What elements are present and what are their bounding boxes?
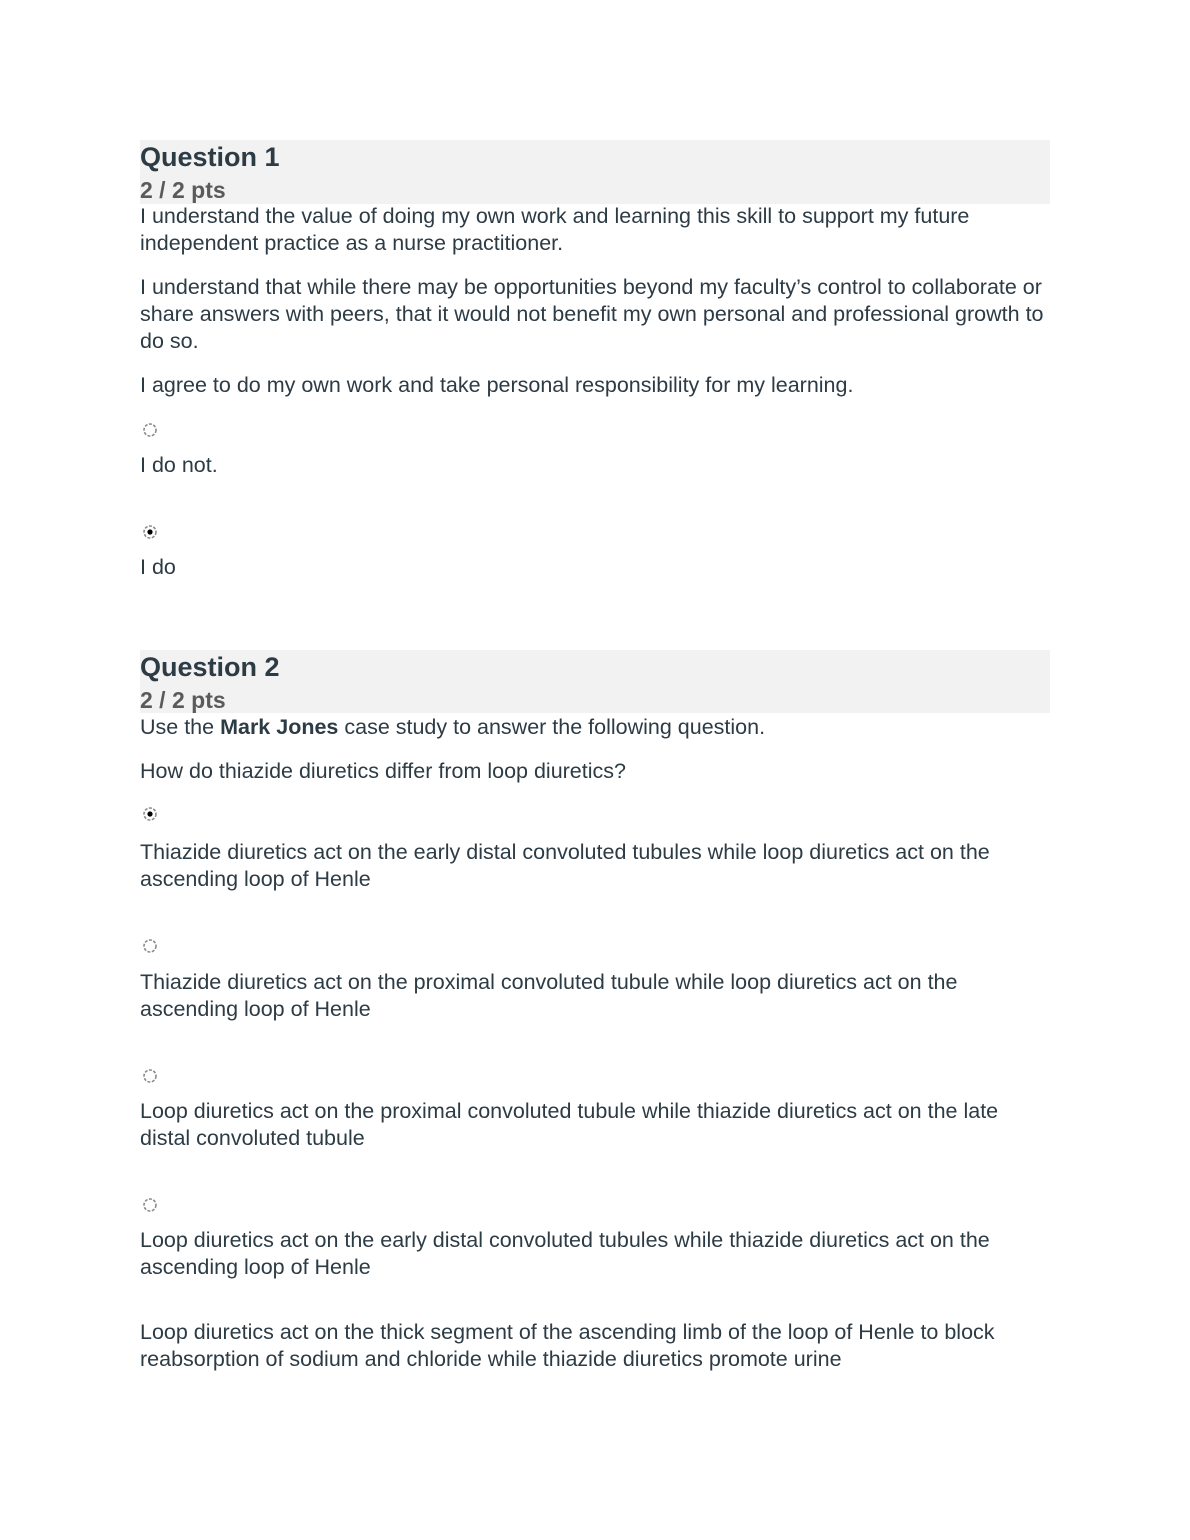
- question-2-title: Question 2: [140, 652, 280, 682]
- intro-prefix: Use the: [140, 715, 221, 739]
- radio-unchecked-icon: [142, 422, 158, 438]
- q1-option-2-label: I do: [140, 555, 176, 579]
- question-1-paragraph-2: I understand that while there may be opportunities beyond my faculty’s control to collaborate or share answers with peers, that it would not benefit my own personal and professional growth to do so.: [140, 275, 1044, 353]
- q2-option-2-label: Thiazide diuretics act on the proximal convoluted tubule while loop diuretics act on the ascending loop of Henle: [140, 970, 958, 1021]
- q1-option-1-radio[interactable]: [142, 422, 158, 438]
- radio-unchecked-icon: [142, 1197, 158, 1213]
- question-2-points: 2 / 2 pts: [140, 687, 226, 713]
- question-1-paragraph-1: I understand the value of doing my own work and learning this skill to support my future independent practice as a nurse practitioner.: [140, 204, 970, 255]
- case-study-name: Mark Jones: [220, 715, 339, 739]
- question-2-prompt: How do thiazide diuretics differ from loop diuretics?: [140, 759, 626, 783]
- q1-option-1-label: I do not.: [140, 453, 218, 477]
- question-2-intro: [140, 714, 1045, 741]
- radio-checked-icon: [142, 806, 158, 822]
- q2-option-4-radio[interactable]: [142, 1197, 158, 1213]
- question-1-paragraph-3: I agree to do my own work and take personal responsibility for my learning.: [140, 373, 854, 397]
- question-1-title: Question 1: [140, 142, 280, 172]
- question-1-points: 2 / 2 pts: [140, 177, 226, 203]
- q2-option-3-label: Loop diuretics act on the proximal convoluted tubule while thiazide diuretics act on the late distal convoluted tubule: [140, 1099, 999, 1150]
- intro-suffix: case study to answer the following question.: [338, 715, 766, 739]
- q2-option-3-radio[interactable]: [142, 1068, 158, 1084]
- q2-option-1-radio[interactable]: [142, 806, 158, 822]
- radio-checked-icon: [142, 524, 158, 540]
- q2-option-5-label: Loop diuretics act on the thick segment of the ascending limb of the loop of Henle to block reabsorption of sodium and chloride while thiazide diuretics promote urine: [140, 1320, 995, 1371]
- radio-unchecked-icon: [142, 1068, 158, 1084]
- radio-unchecked-icon: [142, 938, 158, 954]
- q2-option-2-radio[interactable]: [142, 938, 158, 954]
- q1-option-2-radio[interactable]: [142, 524, 158, 540]
- q2-option-4-label: Loop diuretics act on the early distal convoluted tubules while thiazide diuretics act on the ascending loop of Henle: [140, 1228, 990, 1279]
- q2-option-1-label: Thiazide diuretics act on the early distal convoluted tubules while loop diuretics act on the ascending loop of Henle: [140, 840, 990, 891]
